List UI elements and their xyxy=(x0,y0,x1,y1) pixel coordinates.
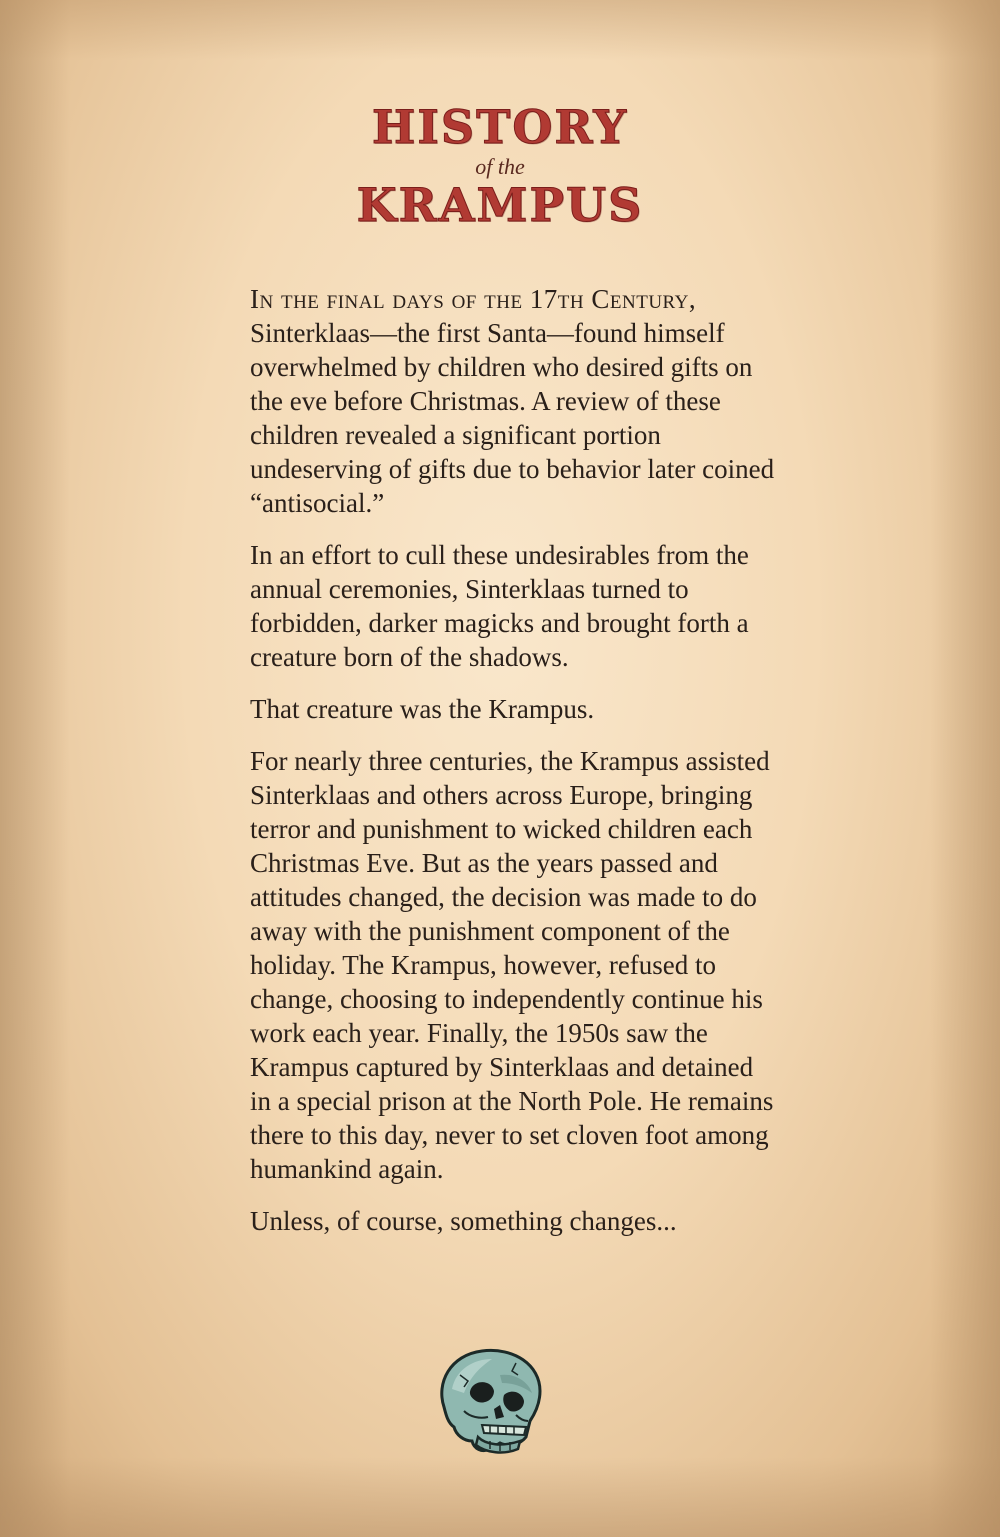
paragraph-2: In an effort to cull these undesirables from the annual ceremonies, Sinterklaas turned to forbidden, darker magicks and brought forth a creature born of the shadows. xyxy=(250,540,749,672)
paragraph-5: Unless, of course, something changes... xyxy=(250,1206,677,1236)
paragraph-1 xyxy=(250,282,775,520)
skull-icon xyxy=(430,1345,548,1457)
paragraph-4: For nearly three centuries, the Krampus assisted Sinterklaas and others across Europe, bringing terror and punishment to wicked children each Christmas Eve. But as the years passed and attitudes changed, the decision was made to do away with the punishment component of the holiday. The Krampus, however, refused to change, choosing to independently continue his work each year. Finally, the 1950s saw the Krampus captured by Sinterklaas and detained in a special prison at the North Pole. He remains there to this day, never to set cloven foot among humankind again. xyxy=(250,746,774,1184)
paragraph-3: That creature was the Krampus. xyxy=(250,694,595,724)
page-edge-shade-top xyxy=(0,0,1000,60)
paragraph-1-text: Sinterklaas—the first Santa—found himself overwhelmed by children who desired gifts on the eve before Christmas. A review of these children revealed a significant portion undeserving of gifts due to behavior later coined “antisocial.” xyxy=(250,318,775,518)
history-body xyxy=(250,282,775,1256)
title-history: HISTORY xyxy=(371,100,629,154)
paragraph-1-lead: In the final days of the 17th Century, xyxy=(250,284,697,314)
page-title xyxy=(0,100,1000,232)
title-krampus: KRAMPUS xyxy=(356,178,644,232)
title-of-the: of the xyxy=(475,154,525,179)
page-edge-shade-bottom xyxy=(0,1457,1000,1537)
